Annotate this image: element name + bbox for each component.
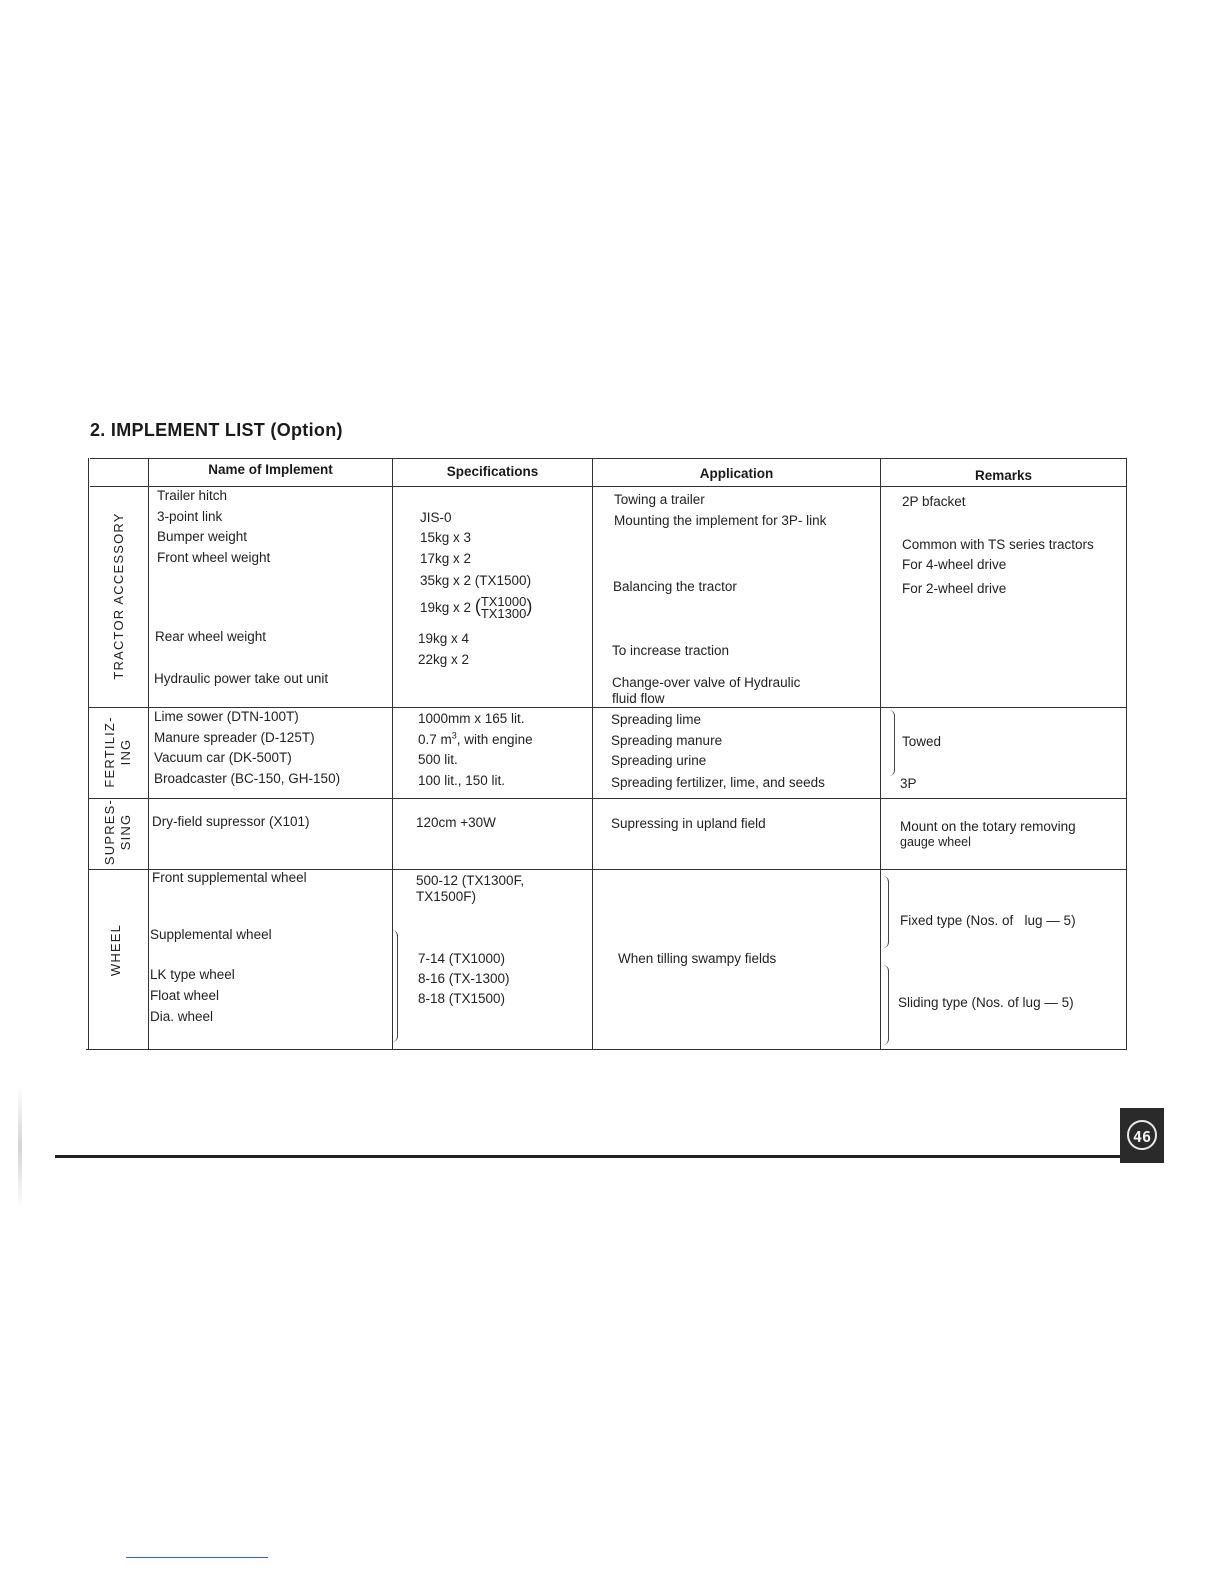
spec-value: 17kg x 2 [420,551,472,566]
remark-text: Mount on the totary removing [900,819,1076,834]
row-divider-fertilizing [88,798,1127,799]
implement-table [86,458,1127,1053]
implement-name: Bumper weight [157,529,248,544]
category-label: TRACTOR ACCESSORY [111,512,126,680]
implement-name: Manure spreader (D-125T) [154,730,315,745]
spec-value: 500 lit. [418,752,458,767]
remark-text: Towed [902,734,942,749]
remark-text: For 2-wheel drive [902,581,1007,596]
spec-value: 8-18 (TX1500) [418,991,506,1006]
header-specs: Specifications [446,464,539,479]
category-supressing [102,795,134,869]
spec-value: TX1500F) [416,889,477,904]
application-text: Spreading manure [611,733,723,748]
application-text: fluid flow [612,691,665,706]
application-text: Mounting the implement for 3P- link [614,513,827,528]
application-text: When tilling swampy fields [618,951,777,966]
spec-model: TX1300 [480,606,527,622]
spec-value: 22kg x 2 [418,652,470,667]
implement-name: Rear wheel weight [155,629,267,644]
spec-suffix: , with engine [456,732,533,747]
page-edge-shadow [18,1085,22,1210]
application-text: Spreading lime [611,712,702,727]
implement-name: Vacuum car (DK-500T) [154,750,292,765]
category-label-line1: FERTILIZ- [102,716,117,788]
spec-value-stacked: 19kg x 2 (TX1000 TX1300) [420,594,533,622]
header-application: Application [699,466,774,481]
spec-superscript: 3 [451,730,457,741]
implement-name: Lime sower (DTN-100T) [154,709,299,724]
remark-text: 2P bfacket [902,494,966,509]
table-left-border [88,458,89,1050]
page-number: 46 [1127,1120,1157,1150]
category-fertilizing [102,710,134,794]
column-divider-1 [148,458,149,1050]
category-label-line2: ING [118,738,133,766]
table-right-border [1126,458,1127,1050]
table-bottom-border [86,1049,1127,1050]
spec-value: 1000mm x 165 lit. [418,711,525,726]
header-remarks: Remarks [974,468,1033,483]
column-divider-4 [880,458,881,1050]
category-label: WHEEL [108,923,123,977]
section-title: 2. IMPLEMENT LIST (Option) [90,420,343,440]
spec-value: 35kg x 2 (TX1500) [420,573,532,588]
implement-name: LK type wheel [150,967,235,982]
remark-text: 3P [900,776,917,791]
header-bottom-border [90,486,1127,487]
brace-towed [889,710,895,776]
spec-value: 15kg x 3 [420,530,472,545]
implement-name: Front supplemental wheel [152,870,307,885]
application-text: Change-over valve of Hydraulic [612,675,801,690]
application-text: To increase traction [612,643,730,658]
category-label-line1: SUPRES- [102,798,117,866]
implement-name: Dry-field supressor (X101) [152,814,310,829]
spec-value: 7-14 (TX1000) [418,951,506,966]
spec-value: 500-12 (TX1300F, [416,873,525,888]
remark-text: Sliding type (Nos. of lug — 5) [898,995,1074,1010]
implement-name: Hydraulic power take out unit [154,671,329,686]
page-number-badge [1120,1108,1164,1163]
brace-sliding-type [883,965,889,1045]
column-divider-3 [592,458,593,1050]
remark-text: Fixed type (Nos. of lug — 5) [900,913,1076,928]
spec-model: TX1000 [480,594,527,610]
header-name: Name of Implement [208,462,333,477]
implement-name: Supplemental wheel [150,927,272,942]
footer-rule [55,1155,1120,1158]
remark-text: Common with TS series tractors [902,537,1094,552]
application-text: Supressing in upland field [611,816,766,831]
table-top-border [90,458,1127,459]
remark-text: gauge wheel [900,835,971,849]
spec-prefix: 0.7 m [418,732,452,747]
category-wheel [108,915,124,985]
spec-value [418,730,533,750]
implement-name: Dia. wheel [150,1009,214,1024]
category-label-line2: SING [118,813,133,851]
implement-name: Trailer hitch [157,488,228,503]
implement-name: Float wheel [150,988,220,1003]
application-text: Towing a trailer [614,492,705,507]
spec-model-stack [481,596,527,620]
spec-value: 19kg x 4 [418,631,470,646]
implement-name: 3-point link [157,509,223,524]
spec-value: 8-16 (TX-1300) [418,971,510,986]
bottom-rule [126,1557,268,1558]
application-text: Spreading urine [611,753,707,768]
brace-fixed-type [883,876,889,948]
implement-name: Front wheel weight [157,550,271,565]
brace-wheel-specs [392,930,398,1042]
category-tractor-accessory [111,496,127,696]
implement-name: Broadcaster (BC-150, GH-150) [154,771,341,786]
spec-value: 100 lit., 150 lit. [418,773,506,788]
spec-value: JIS-0 [420,510,452,525]
application-text: Balancing the tractor [613,579,737,594]
spec-prefix: 19kg x 2 [420,600,472,615]
spec-value: 120cm +30W [416,815,496,830]
remark-text: For 4-wheel drive [902,557,1007,572]
application-text: Spreading fertilizer, lime, and seeds [611,775,825,790]
